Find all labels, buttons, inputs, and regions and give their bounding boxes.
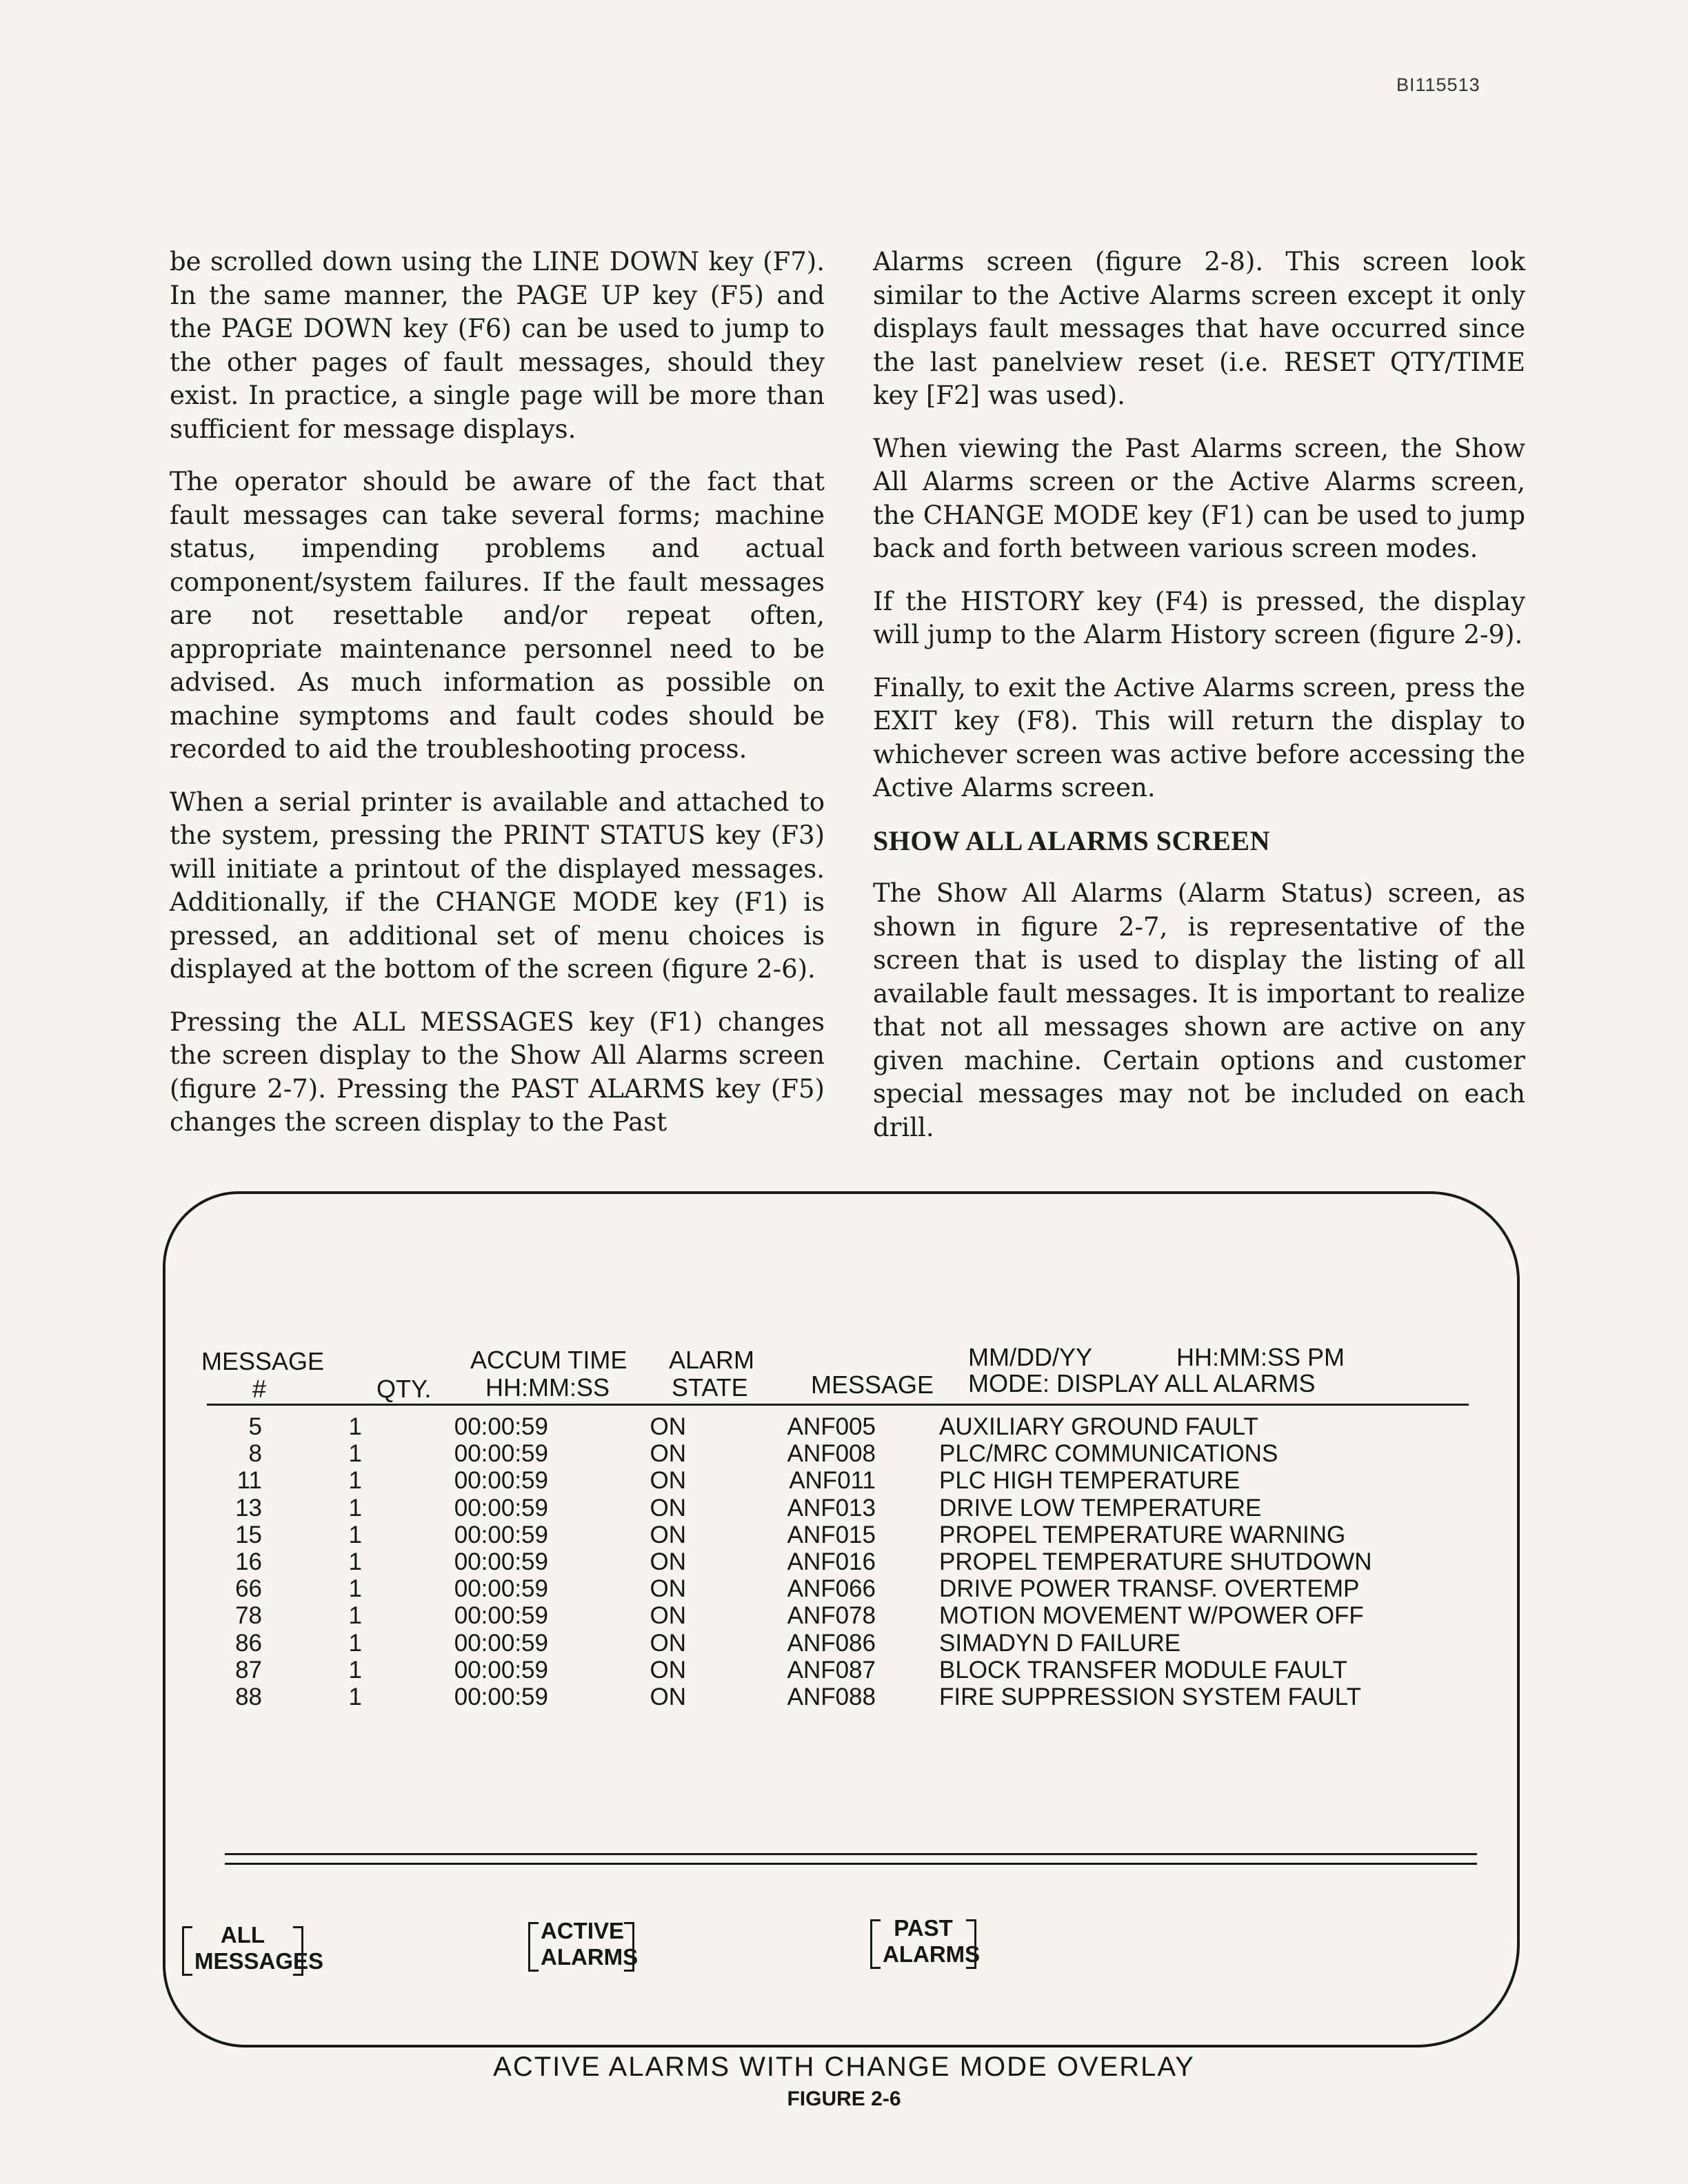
alarm-table: [200, 1413, 1372, 1710]
fkey-label: MESSAGES: [194, 1948, 324, 1974]
header-divider: [207, 1404, 1469, 1406]
table-row: 87 1 00:00:59 ON ANF087 BLOCK TRANSFER MODULE FAULT: [235, 1656, 1347, 1684]
right-column: [873, 245, 1525, 1164]
header-accum-hms: HH:MM:SS: [485, 1373, 610, 1402]
header-accum-time: ACCUM TIME: [470, 1346, 627, 1374]
section-heading: SHOW ALL ALARMS SCREEN: [873, 825, 1270, 856]
table-row: 13 1 00:00:59 ON ANF013 DRIVE LOW TEMPERATURE: [235, 1494, 1262, 1521]
function-key-divider: [225, 1853, 1477, 1855]
fkey-label: ALARMS: [883, 1941, 981, 1967]
table-row: 5 1 00:00:59 ON ANF005 AUXILIARY GROUND FAULT: [248, 1413, 1258, 1440]
header-hash: #: [252, 1375, 267, 1403]
past-alarms-key[interactable]: [883, 1915, 981, 1968]
fkey-label: PAST: [894, 1915, 953, 1941]
table-row: 78 1 00:00:59 ON ANF078 MOTION MOVEMENT W/POWER OFF: [235, 1602, 1364, 1630]
header-alarm: ALARM: [669, 1346, 755, 1374]
figure-title: ACTIVE ALARMS WITH CHANGE MODE OVERLAY: [493, 2052, 1195, 2082]
bracket: [870, 1919, 881, 1969]
header-message-number: MESSAGE: [201, 1347, 325, 1375]
all-messages-key[interactable]: [194, 1922, 324, 1974]
header-time: HH:MM:SS PM: [1176, 1343, 1345, 1371]
fkey-label: ALARMS: [541, 1944, 639, 1970]
paragraph: When viewing the Past Alarms screen, the Show All Alarms screen or the Active Alarms screen, the CHANGE MODE key (F1) can be used to jump back and forth between various screen modes.: [873, 433, 1525, 563]
left-column: [170, 245, 825, 1159]
paragraph: The Show All Alarms (Alarm Status) screen, as shown in figure 2-7, is representative of the screen that is used to display the listing of all available fault messages. It is important to realize that not all messages shown are active on any given machine. Certain options and customer special messages may not be included on each drill.: [873, 878, 1525, 1142]
table-row: 66 1 00:00:59 ON ANF066 DRIVE POWER TRANSF. OVERTEMP: [235, 1575, 1360, 1603]
table-row: 16 1 00:00:59 ON ANF016 PROPEL TEMPERATURE SHUTDOWN: [235, 1548, 1372, 1576]
document-id: BI115513: [1396, 74, 1480, 95]
table-row: 88 1 00:00:59 ON ANF088 FIRE SUPPRESSION SYSTEM FAULT: [235, 1684, 1361, 1711]
header-state: STATE: [672, 1373, 748, 1402]
table-row: 11 1 00:00:59 ON ANF011 PLC HIGH TEMPERATURE: [237, 1467, 1240, 1495]
bracket: [182, 1926, 192, 1976]
table-row: 86 1 00:00:59 ON ANF086 SIMADYN D FAILURE: [235, 1629, 1181, 1657]
paragraph: be scrolled down using the LINE DOWN key (F7). In the same manner, the PAGE UP key (F5) and the PAGE DOWN key (F6) can be used to jump to the other pages of fault messages, should they exist. In practice, a single page will be more than sufficient for message displays.: [170, 247, 825, 444]
paragraph: The operator should be aware of the fact that fault messages can take several forms; machine status, impending problems and actual component/system failures. If the fault messages are not resettable and/or repeat often, appropriate maintenance personnel need to be advised. As much information as possible on machine symptoms and fault codes should be recorded to aid the troubleshooting process.: [170, 467, 825, 764]
paragraph: Finally, to exit the Active Alarms screen, press the EXIT key (F8). This will return the display to whichever screen was active before accessing the Active Alarms screen.: [873, 672, 1525, 802]
bracket: [528, 1922, 539, 1972]
bracket: [624, 1922, 634, 1972]
bracket: [966, 1919, 976, 1969]
paragraph: If the HISTORY key (F4) is pressed, the display will jump to the Alarm History screen (figure 2-9).: [873, 586, 1525, 649]
bracket: [293, 1926, 303, 1976]
table-row: 8 1 00:00:59 ON ANF008 PLC/MRC COMMUNICATIONS: [248, 1440, 1278, 1468]
header-date: MM/DD/YY: [968, 1343, 1092, 1371]
fkey-label: ACTIVE: [541, 1918, 625, 1943]
fkey-label: ALL: [220, 1922, 265, 1948]
header-message: MESSAGE: [811, 1371, 934, 1399]
header-mode: MODE: DISPLAY ALL ALARMS: [968, 1369, 1316, 1397]
paragraph: Pressing the ALL MESSAGES key (F1) changes the screen display to the Show All Alarms screen (figure 2-7). Pressing the PAST ALARMS key (F5) changes the screen display to the Past: [170, 1007, 825, 1137]
figure-number: FIGURE 2-6: [787, 2087, 901, 2110]
paragraph: Alarms screen (figure 2-8). This screen look similar to the Active Alarms screen except it only displays fault messages that have occurred since the last panelview reset (i.e. RESET QTY/TIME key [F2] was used).: [873, 247, 1525, 410]
function-key-divider: [225, 1863, 1477, 1865]
paragraph: When a serial printer is available and attached to the system, pressing the PRINT STATUS key (F3) will initiate a printout of the displayed messages. Additionally, if the CHANGE MODE key (F1) is pressed, an additional set of menu choices is displayed at the bottom of the screen (figure 2-6).: [170, 787, 825, 984]
active-alarms-key[interactable]: [541, 1918, 639, 1970]
header-qty: QTY.: [376, 1375, 432, 1403]
table-row: 15 1 00:00:59 ON ANF015 PROPEL TEMPERATURE WARNING: [235, 1521, 1346, 1548]
